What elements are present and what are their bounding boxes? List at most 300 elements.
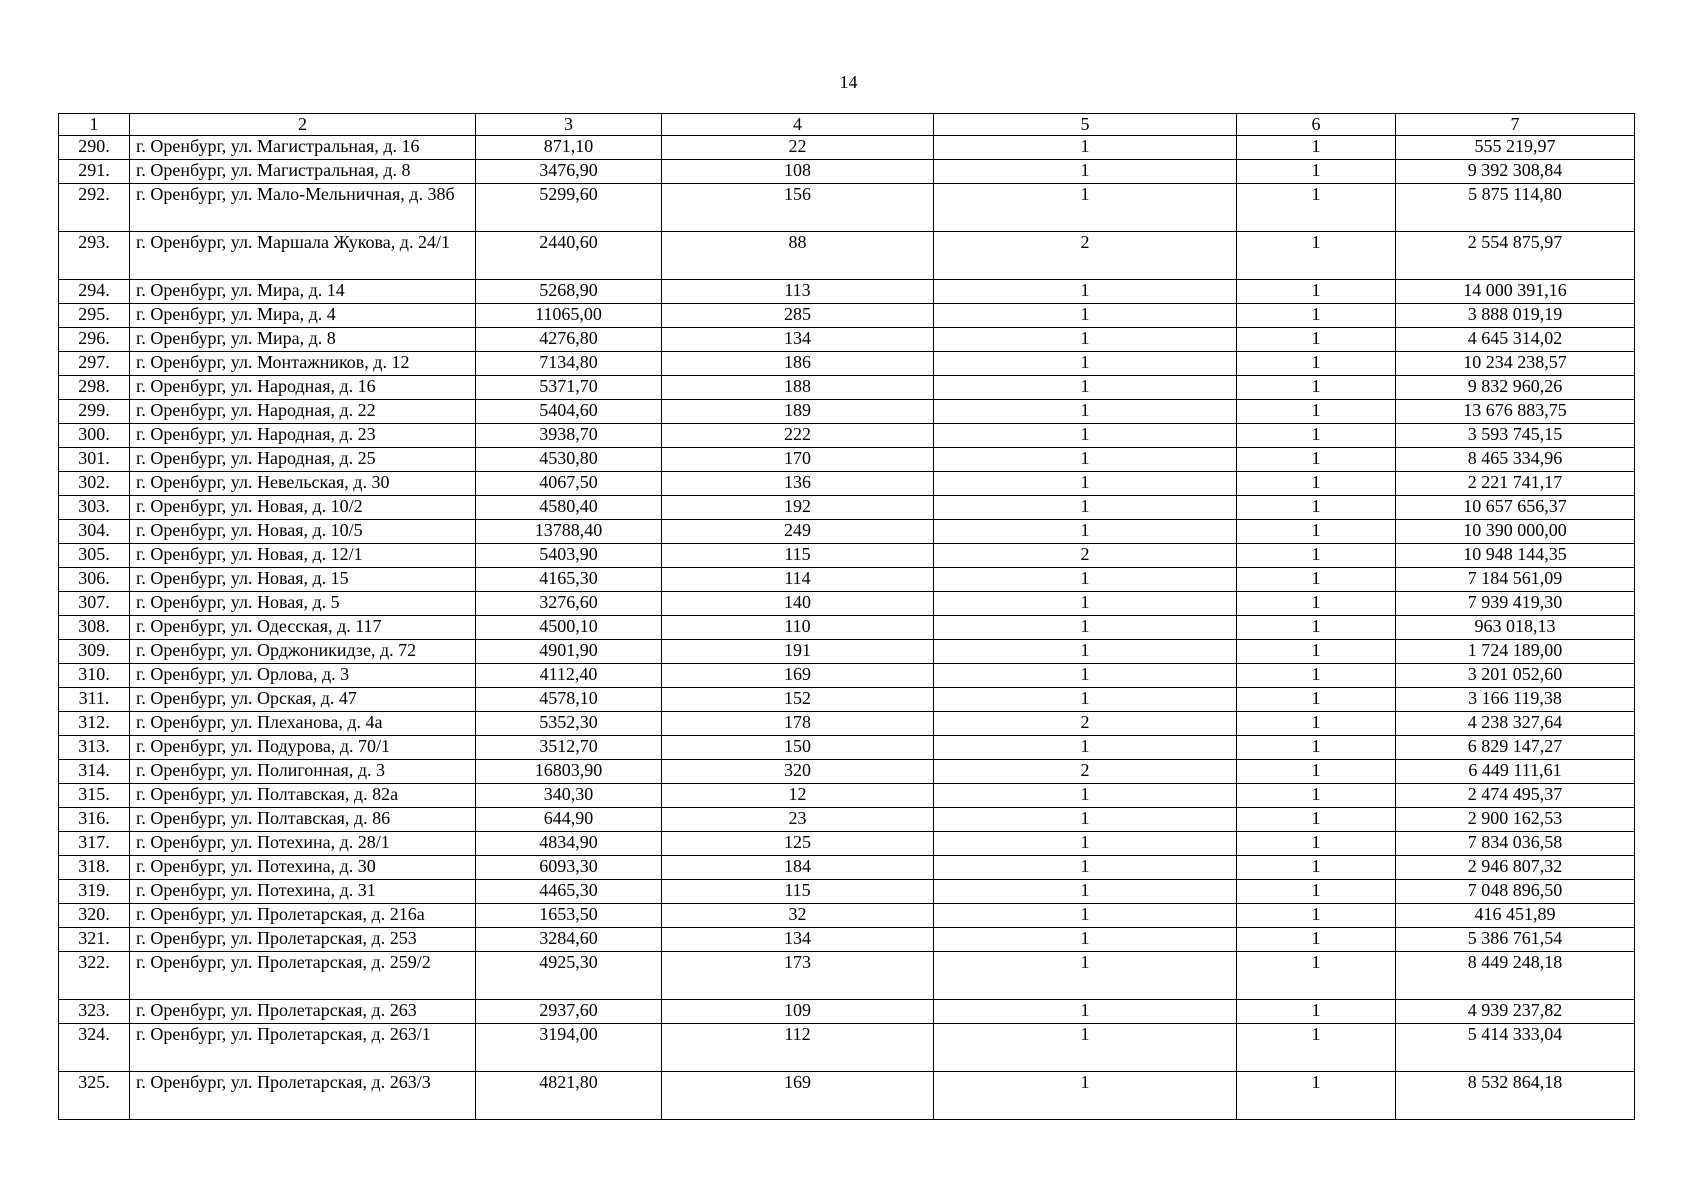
column-4-cell: 173 — [662, 952, 934, 1000]
column-5-cell: 1 — [934, 736, 1237, 760]
table-row — [59, 832, 1635, 856]
table-row — [59, 160, 1635, 184]
column-3-cell: 4578,10 — [476, 688, 662, 712]
table-row — [59, 544, 1635, 568]
row-number-cell: 301. — [59, 448, 130, 472]
column-5-cell: 1 — [934, 184, 1237, 232]
column-3-cell: 4067,50 — [476, 472, 662, 496]
column-4-cell: 186 — [662, 352, 934, 376]
column-5-cell: 1 — [934, 904, 1237, 928]
column-6-cell: 1 — [1237, 1000, 1396, 1024]
column-3-cell: 4580,40 — [476, 496, 662, 520]
column-4-cell: 249 — [662, 520, 934, 544]
column-3-cell: 1653,50 — [476, 904, 662, 928]
column-header-5: 5 — [934, 114, 1237, 136]
column-5-cell: 1 — [934, 808, 1237, 832]
column-7-cell: 4 939 237,82 — [1396, 1000, 1635, 1024]
column-5-cell: 1 — [934, 568, 1237, 592]
column-5-cell: 2 — [934, 544, 1237, 568]
column-6-cell: 1 — [1237, 304, 1396, 328]
table-row — [59, 592, 1635, 616]
column-4-cell: 12 — [662, 784, 934, 808]
column-5-cell: 1 — [934, 160, 1237, 184]
column-5-cell: 1 — [934, 376, 1237, 400]
buildings-table — [58, 113, 1635, 1120]
column-6-cell: 1 — [1237, 664, 1396, 688]
table-row — [59, 640, 1635, 664]
table-row — [59, 328, 1635, 352]
column-3-cell: 340,30 — [476, 784, 662, 808]
column-3-cell: 6093,30 — [476, 856, 662, 880]
column-header-3: 3 — [476, 114, 662, 136]
column-4-cell: 169 — [662, 1072, 934, 1120]
table-row — [59, 376, 1635, 400]
address-cell: г. Оренбург, ул. Полтавская, д. 86 — [130, 808, 476, 832]
address-cell: г. Оренбург, ул. Новая, д. 5 — [130, 592, 476, 616]
column-4-cell: 152 — [662, 688, 934, 712]
column-3-cell: 13788,40 — [476, 520, 662, 544]
column-4-cell: 114 — [662, 568, 934, 592]
row-number-cell: 300. — [59, 424, 130, 448]
address-cell: г. Оренбург, ул. Пролетарская, д. 263/1 — [130, 1024, 476, 1072]
column-7-cell: 6 449 111,61 — [1396, 760, 1635, 784]
column-6-cell: 1 — [1237, 712, 1396, 736]
table-row — [59, 304, 1635, 328]
column-7-cell: 2 474 495,37 — [1396, 784, 1635, 808]
row-number-cell: 311. — [59, 688, 130, 712]
column-7-cell: 8 449 248,18 — [1396, 952, 1635, 1000]
header-row — [59, 114, 1635, 136]
address-cell: г. Оренбург, ул. Пролетарская, д. 259/2 — [130, 952, 476, 1000]
column-6-cell: 1 — [1237, 1072, 1396, 1120]
column-6-cell: 1 — [1237, 328, 1396, 352]
column-5-cell: 1 — [934, 328, 1237, 352]
row-number-cell: 303. — [59, 496, 130, 520]
column-7-cell: 7 048 896,50 — [1396, 880, 1635, 904]
column-4-cell: 189 — [662, 400, 934, 424]
table-row — [59, 568, 1635, 592]
table-row — [59, 928, 1635, 952]
column-5-cell: 1 — [934, 1024, 1237, 1072]
table-row — [59, 184, 1635, 232]
row-number-cell: 302. — [59, 472, 130, 496]
row-number-cell: 296. — [59, 328, 130, 352]
column-3-cell: 4112,40 — [476, 664, 662, 688]
column-4-cell: 22 — [662, 136, 934, 160]
column-3-cell: 4925,30 — [476, 952, 662, 1000]
column-5-cell: 1 — [934, 424, 1237, 448]
address-cell: г. Оренбург, ул. Пролетарская, д. 253 — [130, 928, 476, 952]
address-cell: г. Оренбург, ул. Полигонная, д. 3 — [130, 760, 476, 784]
column-4-cell: 115 — [662, 544, 934, 568]
address-cell: г. Оренбург, ул. Невельская, д. 30 — [130, 472, 476, 496]
column-7-cell: 4 645 314,02 — [1396, 328, 1635, 352]
column-4-cell: 110 — [662, 616, 934, 640]
row-number-cell: 306. — [59, 568, 130, 592]
column-6-cell: 1 — [1237, 424, 1396, 448]
column-7-cell: 963 018,13 — [1396, 616, 1635, 640]
address-cell: г. Оренбург, ул. Магистральная, д. 16 — [130, 136, 476, 160]
column-6-cell: 1 — [1237, 880, 1396, 904]
address-cell: г. Оренбург, ул. Орджоникидзе, д. 72 — [130, 640, 476, 664]
column-7-cell: 13 676 883,75 — [1396, 400, 1635, 424]
column-4-cell: 134 — [662, 328, 934, 352]
address-cell: г. Оренбург, ул. Одесская, д. 117 — [130, 616, 476, 640]
table-row — [59, 280, 1635, 304]
address-cell: г. Оренбург, ул. Потехина, д. 30 — [130, 856, 476, 880]
column-7-cell: 9 832 960,26 — [1396, 376, 1635, 400]
address-cell: г. Оренбург, ул. Мало-Мельничная, д. 38б — [130, 184, 476, 232]
column-6-cell: 1 — [1237, 904, 1396, 928]
table-row — [59, 616, 1635, 640]
column-3-cell: 644,90 — [476, 808, 662, 832]
column-3-cell: 2937,60 — [476, 1000, 662, 1024]
column-4-cell: 32 — [662, 904, 934, 928]
column-6-cell: 1 — [1237, 160, 1396, 184]
column-5-cell: 1 — [934, 856, 1237, 880]
column-5-cell: 1 — [934, 952, 1237, 1000]
column-5-cell: 1 — [934, 616, 1237, 640]
column-7-cell: 416 451,89 — [1396, 904, 1635, 928]
address-cell: г. Оренбург, ул. Пролетарская, д. 216а — [130, 904, 476, 928]
column-7-cell: 7 184 561,09 — [1396, 568, 1635, 592]
row-number-cell: 290. — [59, 136, 130, 160]
column-3-cell: 4276,80 — [476, 328, 662, 352]
table-row — [59, 136, 1635, 160]
column-4-cell: 23 — [662, 808, 934, 832]
column-5-cell: 1 — [934, 520, 1237, 544]
column-7-cell: 2 554 875,97 — [1396, 232, 1635, 280]
column-7-cell: 10 657 656,37 — [1396, 496, 1635, 520]
row-number-cell: 292. — [59, 184, 130, 232]
address-cell: г. Оренбург, ул. Новая, д. 12/1 — [130, 544, 476, 568]
column-7-cell: 10 390 000,00 — [1396, 520, 1635, 544]
column-4-cell: 125 — [662, 832, 934, 856]
column-5-cell: 1 — [934, 448, 1237, 472]
row-number-cell: 320. — [59, 904, 130, 928]
table-row — [59, 232, 1635, 280]
column-4-cell: 134 — [662, 928, 934, 952]
column-5-cell: 1 — [934, 664, 1237, 688]
column-3-cell: 5352,30 — [476, 712, 662, 736]
row-number-cell: 291. — [59, 160, 130, 184]
column-5-cell: 1 — [934, 280, 1237, 304]
column-5-cell: 1 — [934, 136, 1237, 160]
row-number-cell: 299. — [59, 400, 130, 424]
column-3-cell: 5268,90 — [476, 280, 662, 304]
page-number: 14 — [839, 72, 858, 92]
address-cell: г. Оренбург, ул. Маршала Жукова, д. 24/1 — [130, 232, 476, 280]
address-cell: г. Оренбург, ул. Новая, д. 10/5 — [130, 520, 476, 544]
address-cell: г. Оренбург, ул. Потехина, д. 28/1 — [130, 832, 476, 856]
column-3-cell: 4834,90 — [476, 832, 662, 856]
column-4-cell: 178 — [662, 712, 934, 736]
column-3-cell: 5299,60 — [476, 184, 662, 232]
column-4-cell: 169 — [662, 664, 934, 688]
column-6-cell: 1 — [1237, 760, 1396, 784]
column-6-cell: 1 — [1237, 736, 1396, 760]
column-header-4: 4 — [662, 114, 934, 136]
column-7-cell: 5 414 333,04 — [1396, 1024, 1635, 1072]
column-6-cell: 1 — [1237, 280, 1396, 304]
address-cell: г. Оренбург, ул. Народная, д. 22 — [130, 400, 476, 424]
column-3-cell: 5371,70 — [476, 376, 662, 400]
address-cell: г. Оренбург, ул. Орлова, д. 3 — [130, 664, 476, 688]
address-cell: г. Оренбург, ул. Народная, д. 25 — [130, 448, 476, 472]
column-4-cell: 191 — [662, 640, 934, 664]
table-row — [59, 1072, 1635, 1120]
address-cell: г. Оренбург, ул. Новая, д. 15 — [130, 568, 476, 592]
table-row — [59, 1024, 1635, 1072]
column-header-7: 7 — [1396, 114, 1635, 136]
column-header-2: 2 — [130, 114, 476, 136]
column-3-cell: 16803,90 — [476, 760, 662, 784]
address-cell: г. Оренбург, ул. Пролетарская, д. 263/3 — [130, 1072, 476, 1120]
column-4-cell: 112 — [662, 1024, 934, 1072]
column-6-cell: 1 — [1237, 952, 1396, 1000]
column-3-cell: 871,10 — [476, 136, 662, 160]
column-5-cell: 1 — [934, 640, 1237, 664]
table-row — [59, 472, 1635, 496]
row-number-cell: 298. — [59, 376, 130, 400]
column-6-cell: 1 — [1237, 688, 1396, 712]
column-6-cell: 1 — [1237, 448, 1396, 472]
column-7-cell: 8 465 334,96 — [1396, 448, 1635, 472]
address-cell: г. Оренбург, ул. Полтавская, д. 82а — [130, 784, 476, 808]
row-number-cell: 319. — [59, 880, 130, 904]
row-number-cell: 321. — [59, 928, 130, 952]
column-6-cell: 1 — [1237, 184, 1396, 232]
column-5-cell: 1 — [934, 352, 1237, 376]
table-row — [59, 808, 1635, 832]
address-cell: г. Оренбург, ул. Подурова, д. 70/1 — [130, 736, 476, 760]
column-3-cell: 3476,90 — [476, 160, 662, 184]
address-cell: г. Оренбург, ул. Мира, д. 14 — [130, 280, 476, 304]
table-row — [59, 736, 1635, 760]
column-3-cell: 4165,30 — [476, 568, 662, 592]
column-5-cell: 2 — [934, 760, 1237, 784]
column-6-cell: 1 — [1237, 592, 1396, 616]
column-3-cell: 3276,60 — [476, 592, 662, 616]
column-4-cell: 285 — [662, 304, 934, 328]
column-6-cell: 1 — [1237, 136, 1396, 160]
column-6-cell: 1 — [1237, 544, 1396, 568]
column-4-cell: 150 — [662, 736, 934, 760]
row-number-cell: 297. — [59, 352, 130, 376]
column-3-cell: 11065,00 — [476, 304, 662, 328]
table-row — [59, 664, 1635, 688]
row-number-cell: 325. — [59, 1072, 130, 1120]
row-number-cell: 310. — [59, 664, 130, 688]
column-4-cell: 113 — [662, 280, 934, 304]
column-6-cell: 1 — [1237, 376, 1396, 400]
column-4-cell: 136 — [662, 472, 934, 496]
column-5-cell: 1 — [934, 472, 1237, 496]
column-7-cell: 2 946 807,32 — [1396, 856, 1635, 880]
column-5-cell: 1 — [934, 688, 1237, 712]
table-row — [59, 400, 1635, 424]
column-4-cell: 222 — [662, 424, 934, 448]
column-5-cell: 1 — [934, 304, 1237, 328]
column-5-cell: 1 — [934, 592, 1237, 616]
column-7-cell: 3 201 052,60 — [1396, 664, 1635, 688]
address-cell: г. Оренбург, ул. Народная, д. 16 — [130, 376, 476, 400]
address-cell: г. Оренбург, ул. Магистральная, д. 8 — [130, 160, 476, 184]
address-cell: г. Оренбург, ул. Плеханова, д. 4а — [130, 712, 476, 736]
column-7-cell: 14 000 391,16 — [1396, 280, 1635, 304]
column-6-cell: 1 — [1237, 928, 1396, 952]
column-4-cell: 170 — [662, 448, 934, 472]
column-7-cell: 3 593 745,15 — [1396, 424, 1635, 448]
row-number-cell: 307. — [59, 592, 130, 616]
row-number-cell: 316. — [59, 808, 130, 832]
table-header — [59, 114, 1635, 136]
column-3-cell: 3284,60 — [476, 928, 662, 952]
address-cell: г. Оренбург, ул. Мира, д. 8 — [130, 328, 476, 352]
column-header-1: 1 — [59, 114, 130, 136]
table-body — [59, 136, 1635, 1120]
row-number-cell: 312. — [59, 712, 130, 736]
column-3-cell: 4821,80 — [476, 1072, 662, 1120]
table-row — [59, 352, 1635, 376]
column-5-cell: 1 — [934, 784, 1237, 808]
address-cell: г. Оренбург, ул. Мира, д. 4 — [130, 304, 476, 328]
table-row — [59, 520, 1635, 544]
column-5-cell: 1 — [934, 496, 1237, 520]
column-6-cell: 1 — [1237, 496, 1396, 520]
column-7-cell: 6 829 147,27 — [1396, 736, 1635, 760]
column-5-cell: 2 — [934, 232, 1237, 280]
row-number-cell: 318. — [59, 856, 130, 880]
row-number-cell: 293. — [59, 232, 130, 280]
row-number-cell: 313. — [59, 736, 130, 760]
column-7-cell: 1 724 189,00 — [1396, 640, 1635, 664]
column-7-cell: 8 532 864,18 — [1396, 1072, 1635, 1120]
table-row — [59, 496, 1635, 520]
column-6-cell: 1 — [1237, 400, 1396, 424]
table-row — [59, 784, 1635, 808]
column-7-cell: 7 939 419,30 — [1396, 592, 1635, 616]
column-4-cell: 140 — [662, 592, 934, 616]
column-4-cell: 108 — [662, 160, 934, 184]
table-row — [59, 448, 1635, 472]
column-6-cell: 1 — [1237, 808, 1396, 832]
column-4-cell: 188 — [662, 376, 934, 400]
column-4-cell: 115 — [662, 880, 934, 904]
column-6-cell: 1 — [1237, 568, 1396, 592]
column-7-cell: 555 219,97 — [1396, 136, 1635, 160]
column-7-cell: 5 386 761,54 — [1396, 928, 1635, 952]
column-3-cell: 7134,80 — [476, 352, 662, 376]
address-cell: г. Оренбург, ул. Орская, д. 47 — [130, 688, 476, 712]
column-6-cell: 1 — [1237, 472, 1396, 496]
column-3-cell: 3512,70 — [476, 736, 662, 760]
column-4-cell: 184 — [662, 856, 934, 880]
column-3-cell: 4530,80 — [476, 448, 662, 472]
address-cell: г. Оренбург, ул. Новая, д. 10/2 — [130, 496, 476, 520]
column-4-cell: 320 — [662, 760, 934, 784]
column-3-cell: 5404,60 — [476, 400, 662, 424]
row-number-cell: 294. — [59, 280, 130, 304]
column-3-cell: 3194,00 — [476, 1024, 662, 1072]
column-6-cell: 1 — [1237, 520, 1396, 544]
column-3-cell: 4500,10 — [476, 616, 662, 640]
column-6-cell: 1 — [1237, 640, 1396, 664]
row-number-cell: 314. — [59, 760, 130, 784]
column-7-cell: 10 234 238,57 — [1396, 352, 1635, 376]
column-7-cell: 4 238 327,64 — [1396, 712, 1635, 736]
column-5-cell: 1 — [934, 880, 1237, 904]
column-3-cell: 5403,90 — [476, 544, 662, 568]
column-3-cell: 4901,90 — [476, 640, 662, 664]
column-6-cell: 1 — [1237, 856, 1396, 880]
column-4-cell: 88 — [662, 232, 934, 280]
row-number-cell: 323. — [59, 1000, 130, 1024]
address-cell: г. Оренбург, ул. Народная, д. 23 — [130, 424, 476, 448]
column-3-cell: 3938,70 — [476, 424, 662, 448]
row-number-cell: 322. — [59, 952, 130, 1000]
column-3-cell: 2440,60 — [476, 232, 662, 280]
column-4-cell: 109 — [662, 1000, 934, 1024]
column-5-cell: 1 — [934, 1072, 1237, 1120]
address-cell: г. Оренбург, ул. Пролетарская, д. 263 — [130, 1000, 476, 1024]
column-5-cell: 1 — [934, 400, 1237, 424]
column-7-cell: 9 392 308,84 — [1396, 160, 1635, 184]
table-row — [59, 688, 1635, 712]
address-cell: г. Оренбург, ул. Потехина, д. 31 — [130, 880, 476, 904]
row-number-cell: 304. — [59, 520, 130, 544]
column-6-cell: 1 — [1237, 352, 1396, 376]
column-5-cell: 2 — [934, 712, 1237, 736]
column-header-6: 6 — [1237, 114, 1396, 136]
row-number-cell: 309. — [59, 640, 130, 664]
table-row — [59, 712, 1635, 736]
column-5-cell: 1 — [934, 1000, 1237, 1024]
table-row — [59, 1000, 1635, 1024]
column-3-cell: 4465,30 — [476, 880, 662, 904]
column-7-cell: 10 948 144,35 — [1396, 544, 1635, 568]
row-number-cell: 317. — [59, 832, 130, 856]
column-5-cell: 1 — [934, 928, 1237, 952]
address-cell: г. Оренбург, ул. Монтажников, д. 12 — [130, 352, 476, 376]
column-7-cell: 2 221 741,17 — [1396, 472, 1635, 496]
column-7-cell: 3 166 119,38 — [1396, 688, 1635, 712]
column-6-cell: 1 — [1237, 784, 1396, 808]
column-7-cell: 7 834 036,58 — [1396, 832, 1635, 856]
row-number-cell: 295. — [59, 304, 130, 328]
row-number-cell: 324. — [59, 1024, 130, 1072]
column-4-cell: 192 — [662, 496, 934, 520]
column-4-cell: 156 — [662, 184, 934, 232]
table-row — [59, 904, 1635, 928]
column-6-cell: 1 — [1237, 832, 1396, 856]
table-row — [59, 760, 1635, 784]
column-7-cell: 5 875 114,80 — [1396, 184, 1635, 232]
table-row — [59, 856, 1635, 880]
row-number-cell: 315. — [59, 784, 130, 808]
column-6-cell: 1 — [1237, 1024, 1396, 1072]
column-5-cell: 1 — [934, 832, 1237, 856]
column-6-cell: 1 — [1237, 232, 1396, 280]
column-7-cell: 3 888 019,19 — [1396, 304, 1635, 328]
table-row — [59, 424, 1635, 448]
column-7-cell: 2 900 162,53 — [1396, 808, 1635, 832]
table-row — [59, 880, 1635, 904]
row-number-cell: 308. — [59, 616, 130, 640]
row-number-cell: 305. — [59, 544, 130, 568]
column-6-cell: 1 — [1237, 616, 1396, 640]
table-row — [59, 952, 1635, 1000]
